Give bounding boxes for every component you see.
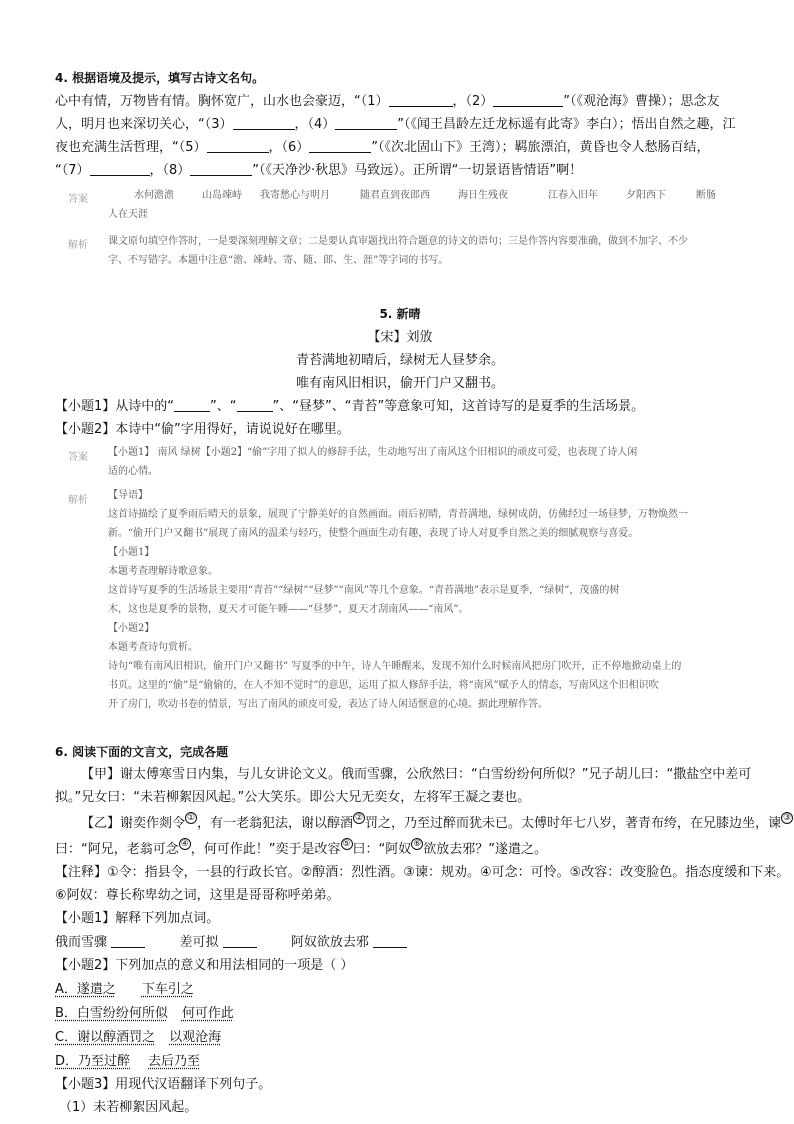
question-4-line-1: 心中有情，万物皆有情。胸怀宽广，山水也会豪迈，“（1） ，（2） ”（《观沧海》曹操）；思念友 — [55, 94, 720, 109]
answer-7: 夕阳西下 — [626, 190, 666, 201]
answer-8: 断肠 — [696, 190, 716, 201]
question-6-sub-2: 【小题2】下列加点的意义和用法相同的一项是（ ） — [55, 958, 354, 973]
question-5 — [55, 304, 745, 440]
question-6-sub-3: 【小题3】用现代汉语翻译下列句子。 — [55, 1077, 272, 1092]
question-6-sub-3-item-1: （1）未若柳絮因风起。 — [59, 1100, 198, 1115]
option-d[interactable]: D．乃至过醉 去后乃至 — [55, 1054, 201, 1069]
question-4-line-3: 夜也充满生活哲理，“（5） ，（6） ”（《次北固山下》王湾）；羁旅漂泊，黄昏也令人愁肠百结， — [55, 140, 710, 155]
answer-blank[interactable] — [373, 933, 407, 948]
answer-blank[interactable] — [389, 92, 453, 107]
answer-blank[interactable] — [233, 115, 295, 130]
question-4-body — [55, 92, 745, 181]
answer-4: 随君直到夜郎西 — [360, 190, 430, 201]
answer-blank[interactable] — [309, 138, 371, 153]
note-mark-3: ③ — [783, 813, 792, 823]
answer-blank[interactable] — [190, 161, 252, 176]
question-4-line-2: 人，明月也来深切关心，“（3） ，（4） ”（《闻王昌龄左迁龙标遥有此寄》李白）；悟出自然之趣，江 — [55, 117, 736, 132]
passage-jia-line-2: 拟。”兄女曰：“未若柳絮因风起。”公大笑乐。即公大兄无奕女，左将军王凝之妻也。 — [55, 790, 531, 805]
answer-blank[interactable] — [237, 397, 273, 412]
passage-yi-line-1: 【乙】谢奕作剡令 ① ，有一老翁犯法，谢以醇酒 ② 罚之，乃至过醉而犹未已。太傅时年七八岁，著青布绔，在兄膝边坐，谏 ③ — [81, 813, 792, 831]
question-6 — [55, 742, 792, 1118]
option-b[interactable]: B．白雪纷纷何所似 何可作此 — [55, 1006, 234, 1021]
question-6-sub-1-items: 俄而雪骤 差可拟 阿奴欲放去邪 — [55, 933, 745, 953]
note-mark-1: ① — [186, 813, 196, 823]
answer-blank[interactable] — [223, 933, 257, 948]
answer-1: 水何澹澹 — [134, 190, 174, 201]
analysis-label: 解析 — [68, 240, 88, 251]
answer-label: 答案 — [68, 452, 88, 463]
question-6-title: 6. 阅读下面的文言文，完成各题 — [55, 745, 229, 759]
answer-label: 答案 — [68, 194, 88, 205]
answer-2: 山岛竦峙 — [202, 190, 242, 201]
answer-8-tail: 人在天涯 — [108, 209, 148, 220]
answer-blank[interactable] — [111, 933, 145, 948]
poem-line-1: 青苔满地初晴后，绿树无人昼梦余。 — [295, 353, 504, 368]
option-c[interactable]: C．谢以醇酒罚之 以观沧海 — [55, 1030, 222, 1045]
answer-blank[interactable] — [335, 115, 397, 130]
answer-6: 江春入旧年 — [548, 190, 598, 201]
notes-line-1: 【注释】①令：指县令，一县的行政长官。②醇酒：烈性酒。③谏：规劝。④可念：可怜。⑤改容：改变脸色。指态度缓和下来。 — [55, 865, 790, 880]
note-mark-6: ⑥ — [413, 839, 422, 849]
notes-line-2: ⑥阿奴：尊长称卑幼之词，这里是哥哥称呼弟弟。 — [55, 888, 340, 903]
question-4 — [55, 68, 745, 88]
answer-blank[interactable] — [90, 161, 150, 176]
question-6-sub-1: 【小题1】解释下列加点词。 — [55, 911, 220, 926]
answer-3: 我寄愁心与明月 — [260, 190, 330, 201]
analysis-label: 解析 — [68, 495, 88, 506]
question-4-title: 4. 根据语境及提示，填写古诗文名句。 — [55, 71, 265, 85]
poem-title: 5. 新晴 — [379, 307, 421, 321]
note-mark-4: ④ — [180, 839, 189, 849]
question-4-analysis: 课文原句填空作答时，一是要深刻理解文章；二是要认真审题找出符合题意的诗文的语句；三是作答内容要准确，做到不加字、不少 字、不写错字。本题中注意“澹、竦峙、寄、随、郎、生、涯”等字词的书写。 — [108, 236, 688, 266]
passage-jia-line-1: 【甲】谢太傅寒雪日内集，与儿女讲论文义。俄而雪骤，公欣然曰：“白雪纷纷何所似？”兄子胡儿曰：“撒盐空中差可 — [81, 767, 752, 782]
answer-blank[interactable] — [174, 397, 210, 412]
answer-blank[interactable] — [207, 138, 269, 153]
answer-5: 海日生残夜 — [458, 190, 508, 201]
option-a[interactable]: A．遂遣之 下车引之 — [55, 982, 194, 997]
question-4-line-4: “（7） ，（8） ”（《天净沙·秋思》马致远）。正所谓“一切景语皆情语”啊！ — [55, 163, 583, 178]
question-5-sub-2: 【小题2】本诗中“偷”字用得好，请说说好在哪里。 — [55, 422, 350, 437]
passage-yi-line-2: 曰：“阿兄，老翁可念 ④ ，何可作此！”奕于是改容 ⑤ 曰：“阿奴 ⑥ 欲放去邪？”遂遣之。 — [55, 839, 547, 857]
question-5-sub-1: 【小题1】从诗中的“ ”、“ ”、“昼梦”、“青苔”等意象可知，这首诗写的是夏季的生活场景。 — [55, 399, 645, 414]
poem-author: 【宋】刘攽 — [367, 330, 433, 345]
question-5-answer: 【小题1】 南风 绿树【小题2】“偷”字用了拟人的修辞手法，生动地写出了南风这个旧相识的顽皮可爱，也表现了诗人闲 适的心情。 — [108, 447, 638, 477]
note-mark-5: ⑤ — [342, 839, 351, 849]
answer-blank[interactable] — [493, 92, 563, 107]
note-mark-2: ② — [354, 813, 364, 823]
question-5-analysis: 【导语】 这首诗描绘了夏季雨后晴天的景象，展现了宁静美好的自然画面。雨后初晴，青苔满地，绿树成荫，仿佛经过一场昼梦，万物焕然一 新。“偷开门户又翻书”展现了南风的温柔与轻巧，使整个画面生动有趣，表现了诗人对夏季自然之美的细腻观察与喜爱。 【小题1】 本题考查理解诗歌意象。 这首诗写夏季的生活场景主要用“青苔”“绿树”“昼梦”“南风”等几个意象。“青苔满地”表示是夏季，“绿树”，茂盛的树 木，这也是夏季的景物，夏天才可能午睡——“昼梦”，夏天才刮南风——“南风”。 【小题2】 本题考查诗句赏析。 诗句“唯有南风旧相识，偷开门户又翻书” 写夏季的中午，诗人午睡醒来，发现不知什么时候南风把房门吹开，正不停地掀动桌上的 书页。这里的“偷”是“偷偷的，在人不知不觉时”的意思，运用了拟人修辞手法，将“南风”赋予人的情态，写南风这个旧相识吹 开了房门，吹动书卷的情景，写出了南风的顽皮可爱，表达了诗人闲适惬意的心境。据此理解作答。 — [108, 490, 688, 710]
poem-line-2: 唯有南风旧相识，偷开门户又翻书。 — [295, 376, 504, 391]
